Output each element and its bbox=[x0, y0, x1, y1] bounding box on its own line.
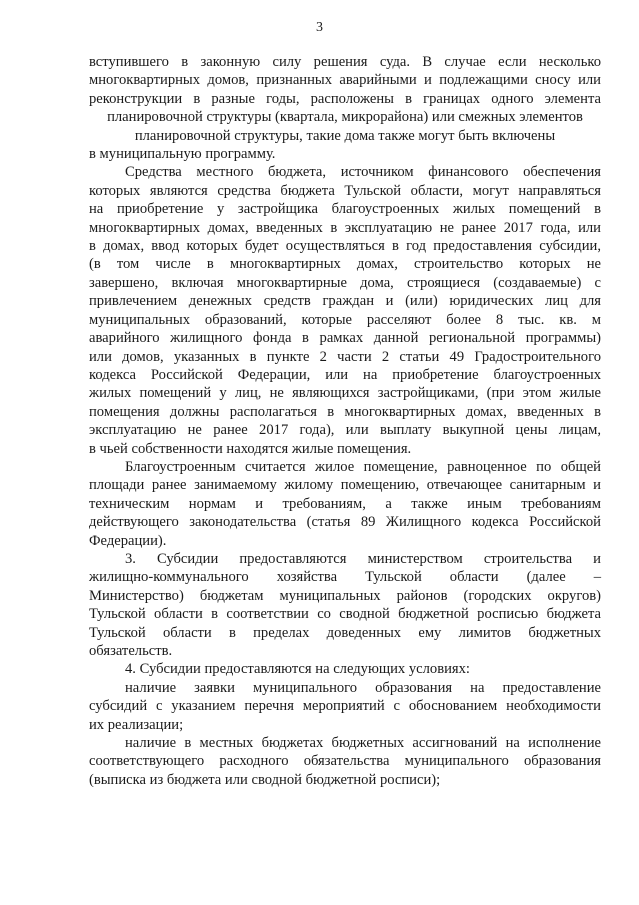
text-line: планировочной структуры (квартала, микрорайона) или смежных элементов bbox=[107, 109, 583, 126]
page-number: 3 bbox=[316, 20, 323, 35]
text-line: которых являются средства бюджета Тульской области, могут направляться bbox=[89, 182, 601, 199]
text-line: наличие заявки муниципального образования на предоставление bbox=[125, 679, 601, 696]
text-line: субсидий с указанием перечня мероприятий с обоснованием необходимости bbox=[89, 698, 601, 715]
text-line: в чьей собственности находятся жилые помещения. bbox=[89, 440, 412, 457]
text-line: помещения должны располагаться в многоквартирных домах, введенных в bbox=[89, 403, 601, 420]
text-line: Федерации). bbox=[89, 532, 167, 549]
text-line: площади ранее занимаемому жилому помещению, отвечающее санитарным и bbox=[89, 477, 601, 494]
text-line: вступившего в законную силу решения суда. В случае если несколько bbox=[89, 54, 601, 70]
text-line: Тульской области в соответствии со сводной бюджетной росписью бюджета bbox=[89, 606, 601, 623]
text-line: наличие в местных бюджетах бюджетных ассигнований на исполнение bbox=[125, 735, 601, 752]
text-line: жилищно-коммунального хозяйства Тульской области (далее – bbox=[89, 569, 601, 586]
text-line: муниципальных образований, которые расселяют более 8 тыс. кв. м bbox=[89, 311, 601, 328]
text-line: реконструкции в разные годы, расположены в границах одного элемента bbox=[89, 90, 601, 107]
text-line: кодекса Российской Федерации, или на приобретение благоустроенных bbox=[89, 366, 601, 383]
text-line: их реализации; bbox=[89, 716, 184, 733]
text-line: привлечением денежных средств граждан и (или) юридических лиц для bbox=[89, 293, 601, 310]
text-line: обязательств. bbox=[89, 643, 173, 659]
text-line: в домах, ввод которых будет осуществляться в год предоставления субсидии, bbox=[89, 238, 601, 255]
text-line: или домов, указанных в пункте 2 части 2 статьи 49 Градостроительного bbox=[89, 348, 601, 365]
text-line: 4. Субсидии предоставляются на следующих условиях: bbox=[125, 661, 470, 678]
text-line: завершено, включая многоквартирные дома, строящиеся (создаваемые) с bbox=[89, 274, 601, 291]
text-line: техническим нормам и требованиям, а также иным требованиям bbox=[89, 495, 601, 512]
text-line: 3. Субсидии предоставляются министерством строительства и bbox=[125, 550, 601, 567]
text-line: планировочной структуры, такие дома также могут быть включены bbox=[134, 127, 556, 144]
text-line: аварийного жилищного фонда в рамках данной региональной программы) bbox=[89, 330, 601, 347]
text-line: (в том числе в многоквартирных домах, строительство которых не bbox=[89, 256, 601, 273]
text-line: жилых помещений у лиц, не являющихся застройщиками, (при этом жилые bbox=[89, 385, 601, 402]
text-line: на приобретение у застройщика благоустроенных жилых помещений в bbox=[89, 201, 601, 218]
text-line: многоквартирных домов, признанных аварийными и подлежащими сносу или bbox=[89, 72, 601, 89]
text-line: Средства местного бюджета, источником финансового обеспечения bbox=[125, 164, 601, 181]
text-line: действующего законодательства (статья 89 Жилищного кодекса Российской bbox=[89, 514, 601, 531]
text-line: в муниципальную программу. bbox=[89, 146, 276, 163]
text-line: эксплуатацию не ранее 2017 года), или выплату выкупной цены лицам, bbox=[89, 422, 601, 439]
text-line: соответствующего расходного обязательства муниципального образования bbox=[89, 753, 601, 770]
text-line: Благоустроенным считается жилое помещение, равноценное по общей bbox=[125, 458, 601, 475]
text-line: (выписка из бюджета или сводной бюджетной росписи); bbox=[89, 771, 441, 788]
text-line: многоквартирных домах, введенных в эксплуатацию не ранее 2017 года, или bbox=[89, 219, 601, 236]
text-line: Министерство) бюджетам муниципальных районов (городских округов) bbox=[89, 587, 601, 604]
text-line: Тульской области в пределах доведенных ему лимитов бюджетных bbox=[89, 624, 601, 641]
document-body bbox=[89, 53, 601, 789]
